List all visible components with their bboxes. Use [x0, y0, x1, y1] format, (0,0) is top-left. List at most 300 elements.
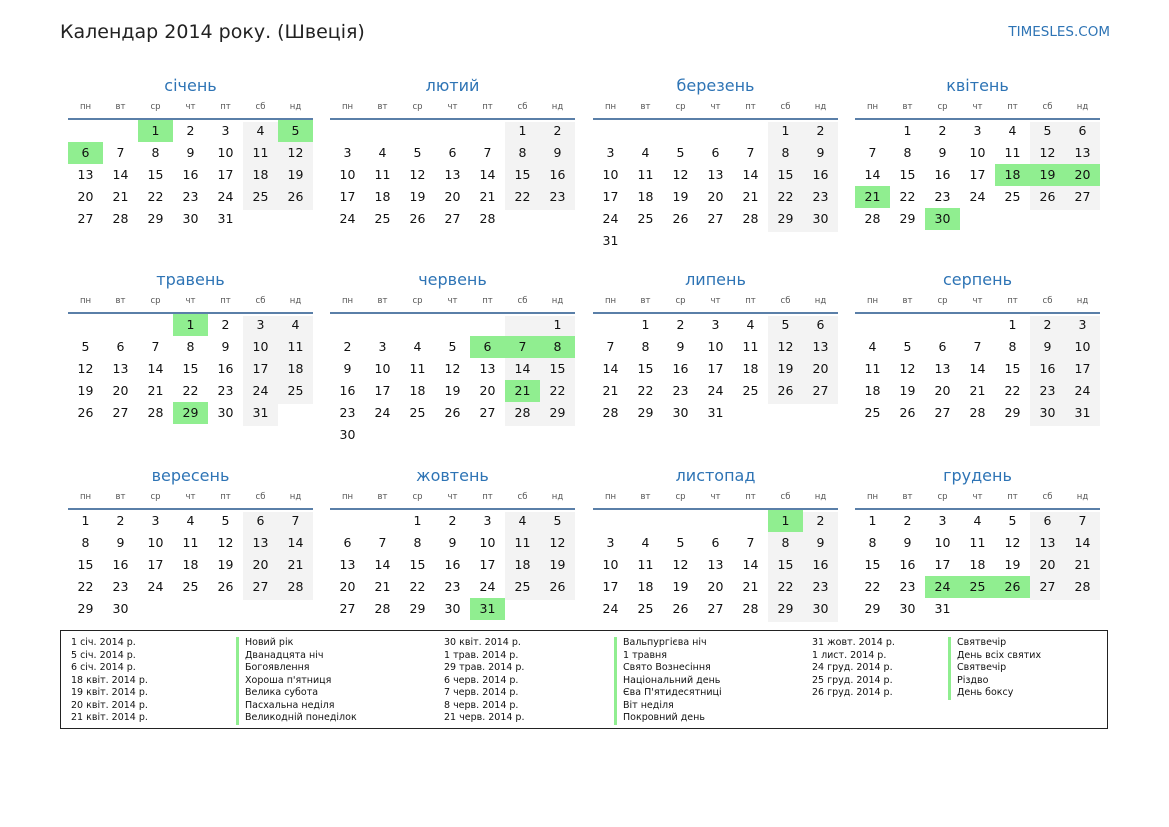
day-cell: 19: [409, 189, 426, 204]
day-cell: 29: [864, 601, 881, 616]
weekday-label: пт: [745, 102, 756, 112]
weekday-label: сб: [1042, 102, 1053, 112]
day-cell: 16: [112, 557, 129, 572]
weekday-label: пт: [220, 492, 231, 502]
day-cell: 7: [746, 535, 755, 550]
weekday-label: нд: [1076, 102, 1089, 112]
day-cell: 18: [969, 557, 986, 572]
day-cell: 26: [777, 383, 794, 398]
day-cell: 13: [812, 339, 829, 354]
weekday-label: пт: [482, 492, 493, 502]
day-cell: 1: [1008, 317, 1017, 332]
weekday-label: нд: [289, 492, 302, 502]
day-cell: 7: [291, 513, 300, 528]
month-name: грудень: [943, 466, 1012, 485]
day-cell: 3: [606, 535, 615, 550]
day-cell: 22: [549, 383, 566, 398]
legend-entry: 1 травня: [614, 650, 722, 663]
day-cell: 4: [973, 513, 982, 528]
weekday-label: вт: [902, 492, 913, 502]
day-cell: 14: [479, 167, 496, 182]
day-cell: 14: [742, 167, 759, 182]
day-cell: 28: [374, 601, 391, 616]
day-cell: 17: [602, 189, 619, 204]
day-cell: 31: [1074, 405, 1091, 420]
day-cell: 24: [147, 579, 164, 594]
day-cell: 26: [672, 601, 689, 616]
weekday-label: чт: [710, 492, 721, 502]
day-cell: 11: [514, 535, 531, 550]
day-cell: 3: [343, 145, 352, 160]
day-cell: 30: [1039, 405, 1056, 420]
day-cell: 9: [816, 535, 825, 550]
day-cell: 2: [816, 123, 825, 138]
day-cell: 27: [707, 211, 724, 226]
legend-entry: Хороша п'ятниця: [236, 675, 357, 688]
day-cell: 11: [409, 361, 426, 376]
day-cell: 1: [868, 513, 877, 528]
day-cell: 8: [81, 535, 90, 550]
day-cell: 25: [1004, 189, 1021, 204]
day-cell: 3: [151, 513, 160, 528]
day-cell: 2: [221, 317, 230, 332]
weekday-label: чт: [447, 492, 458, 502]
day-cell: 3: [606, 145, 615, 160]
day-cell: 13: [339, 557, 356, 572]
page-title: Календар 2014 року. (Швеція): [60, 21, 365, 43]
weekday-label: пн: [341, 296, 354, 306]
weekday-label: сб: [1042, 492, 1053, 502]
day-cell: 9: [186, 145, 195, 160]
day-cell: 20: [812, 361, 829, 376]
day-cell: 24: [339, 211, 356, 226]
day-cell: 4: [1008, 123, 1017, 138]
day-cell: 8: [413, 535, 422, 550]
day-cell: 17: [217, 167, 234, 182]
weekday-label: нд: [814, 492, 827, 502]
holiday-day-cell: 6: [470, 336, 505, 358]
day-cell: 4: [413, 339, 422, 354]
day-cell: 5: [676, 145, 685, 160]
day-cell: 28: [147, 405, 164, 420]
day-cell: 29: [637, 405, 654, 420]
day-cell: 15: [637, 361, 654, 376]
day-cell: 2: [343, 339, 352, 354]
day-cell: 8: [518, 145, 527, 160]
weekday-label: чт: [972, 296, 983, 306]
holiday-day-cell: 20: [1065, 164, 1100, 186]
day-cell: 14: [287, 535, 304, 550]
site-link[interactable]: TIMESLES.COM: [1008, 24, 1110, 40]
weekday-label: пт: [1007, 492, 1018, 502]
weekday-label: ср: [412, 102, 423, 112]
day-cell: 29: [409, 601, 426, 616]
weekday-label: пн: [866, 102, 879, 112]
day-cell: 31: [707, 405, 724, 420]
day-cell: 18: [252, 167, 269, 182]
legend-entry: 6 черв. 2014 р.: [444, 674, 519, 686]
day-cell: 12: [777, 339, 794, 354]
day-cell: 10: [707, 339, 724, 354]
day-cell: 18: [637, 579, 654, 594]
day-cell: 4: [186, 513, 195, 528]
day-cell: 8: [903, 145, 912, 160]
day-cell: 6: [816, 317, 825, 332]
legend-entry: 30 квіт. 2014 р.: [444, 637, 521, 648]
day-cell: 9: [116, 535, 125, 550]
weekday-label: сб: [255, 102, 266, 112]
weekday-label: вт: [115, 296, 126, 306]
day-cell: 20: [1039, 557, 1056, 572]
day-cell: 29: [777, 211, 794, 226]
day-cell: 23: [444, 579, 461, 594]
day-cell: 21: [602, 383, 619, 398]
legend-entry: Великодній понеділок: [236, 712, 357, 725]
day-cell: 24: [602, 211, 619, 226]
month-name: травень: [156, 270, 225, 289]
weekday-label: вт: [377, 492, 388, 502]
day-cell: 29: [777, 601, 794, 616]
day-cell: 26: [287, 189, 304, 204]
day-cell: 5: [903, 339, 912, 354]
weekday-label: ср: [412, 296, 423, 306]
weekday-label: сб: [517, 492, 528, 502]
day-cell: 22: [182, 383, 199, 398]
day-cell: 19: [549, 557, 566, 572]
day-cell: 6: [448, 145, 457, 160]
day-cell: 12: [899, 361, 916, 376]
day-cell: 4: [256, 123, 265, 138]
day-cell: 26: [409, 211, 426, 226]
day-cell: 2: [116, 513, 125, 528]
day-cell: 18: [182, 557, 199, 572]
weekday-label: нд: [551, 102, 564, 112]
day-cell: 26: [1039, 189, 1056, 204]
day-cell: 14: [374, 557, 391, 572]
day-cell: 1: [518, 123, 527, 138]
weekday-label: пт: [482, 102, 493, 112]
weekday-label: вт: [115, 492, 126, 502]
day-cell: 27: [444, 211, 461, 226]
weekday-label: вт: [902, 296, 913, 306]
day-cell: 23: [672, 383, 689, 398]
month-name: вересень: [151, 466, 230, 485]
day-cell: 10: [147, 535, 164, 550]
day-cell: 30: [339, 427, 356, 442]
day-cell: 15: [864, 557, 881, 572]
day-cell: 31: [602, 233, 619, 248]
legend-entry: 25 груд. 2014 р.: [812, 674, 893, 686]
day-cell: 5: [81, 339, 90, 354]
month-name: липень: [685, 270, 746, 289]
day-cell: 27: [339, 601, 356, 616]
weekday-label: ср: [150, 492, 161, 502]
day-cell: 20: [112, 383, 129, 398]
day-cell: 5: [1043, 123, 1052, 138]
day-cell: 23: [549, 189, 566, 204]
day-cell: 11: [742, 339, 759, 354]
day-cell: 30: [672, 405, 689, 420]
legend-entry: 20 квіт. 2014 р.: [71, 699, 148, 711]
day-cell: 6: [1078, 123, 1087, 138]
weekday-label: вт: [640, 492, 651, 502]
day-cell: 29: [147, 211, 164, 226]
day-cell: 24: [374, 405, 391, 420]
day-cell: 12: [672, 167, 689, 182]
day-cell: 1: [553, 317, 562, 332]
day-cell: 10: [339, 167, 356, 182]
weekday-label: сб: [255, 296, 266, 306]
day-cell: 23: [934, 189, 951, 204]
day-cell: 4: [291, 317, 300, 332]
weekday-label: ср: [937, 296, 948, 306]
day-cell: 30: [217, 405, 234, 420]
day-cell: 5: [413, 145, 422, 160]
day-cell: 25: [182, 579, 199, 594]
day-cell: 16: [899, 557, 916, 572]
weekday-label: пт: [745, 296, 756, 306]
day-cell: 11: [287, 339, 304, 354]
day-cell: 18: [374, 189, 391, 204]
day-cell: 10: [602, 557, 619, 572]
day-cell: 19: [287, 167, 304, 182]
legend-entry: Богоявлення: [236, 662, 357, 675]
day-cell: 18: [864, 383, 881, 398]
day-cell: 13: [479, 361, 496, 376]
weekday-label: ср: [675, 102, 686, 112]
day-cell: 12: [287, 145, 304, 160]
day-cell: 21: [112, 189, 129, 204]
holiday-day-cell: 25: [960, 576, 995, 598]
weekday-label: нд: [814, 102, 827, 112]
weekday-label: сб: [255, 492, 266, 502]
day-cell: 24: [479, 579, 496, 594]
day-cell: 16: [549, 167, 566, 182]
day-cell: 19: [217, 557, 234, 572]
legend-entry: День боксу: [948, 687, 1041, 700]
day-cell: 27: [112, 405, 129, 420]
holiday-day-cell: 1: [173, 314, 208, 336]
holiday-day-cell: 1: [138, 120, 173, 142]
day-cell: 2: [816, 513, 825, 528]
day-cell: 18: [637, 189, 654, 204]
weekday-label: чт: [972, 492, 983, 502]
weekday-label: ср: [675, 492, 686, 502]
day-cell: 25: [409, 405, 426, 420]
day-cell: 6: [256, 513, 265, 528]
day-cell: 21: [374, 579, 391, 594]
day-cell: 23: [812, 189, 829, 204]
day-cell: 20: [707, 189, 724, 204]
day-cell: 28: [742, 211, 759, 226]
day-cell: 12: [1039, 145, 1056, 160]
day-cell: 31: [252, 405, 269, 420]
day-cell: 10: [934, 535, 951, 550]
day-cell: 27: [934, 405, 951, 420]
weekend-band-gap: [278, 404, 313, 426]
day-cell: 21: [147, 383, 164, 398]
legend-entry: 31 жовт. 2014 р.: [812, 637, 895, 648]
month-name: червень: [418, 270, 487, 289]
day-cell: 20: [479, 383, 496, 398]
weekday-label: нд: [551, 492, 564, 502]
day-cell: 31: [934, 601, 951, 616]
weekday-label: ср: [412, 492, 423, 502]
day-cell: 6: [343, 535, 352, 550]
day-cell: 9: [676, 339, 685, 354]
day-cell: 12: [444, 361, 461, 376]
day-cell: 22: [864, 579, 881, 594]
day-cell: 11: [1004, 145, 1021, 160]
legend-entry: Святвечір: [948, 662, 1041, 675]
day-cell: 6: [938, 339, 947, 354]
weekday-label: сб: [780, 296, 791, 306]
legend-entry: 8 черв. 2014 р.: [444, 699, 519, 711]
day-cell: 9: [553, 145, 562, 160]
day-cell: 22: [899, 189, 916, 204]
day-cell: 20: [252, 557, 269, 572]
day-cell: 12: [409, 167, 426, 182]
day-cell: 16: [217, 361, 234, 376]
legend-entry: 1 січ. 2014 р.: [71, 637, 136, 648]
day-cell: 30: [444, 601, 461, 616]
weekday-label: ср: [675, 296, 686, 306]
day-cell: 30: [182, 211, 199, 226]
day-cell: 28: [742, 601, 759, 616]
day-cell: 23: [339, 405, 356, 420]
day-cell: 4: [641, 145, 650, 160]
legend-entry: Велика субота: [236, 687, 357, 700]
weekday-label: ср: [937, 492, 948, 502]
day-cell: 7: [1078, 513, 1087, 528]
day-cell: 5: [781, 317, 790, 332]
day-cell: 9: [903, 535, 912, 550]
legend-entry: Різдво: [948, 675, 1041, 688]
day-cell: 15: [777, 557, 794, 572]
day-cell: 29: [549, 405, 566, 420]
weekday-label: пн: [79, 296, 92, 306]
day-cell: 23: [812, 579, 829, 594]
legend-entry: 1 трав. 2014 р.: [444, 649, 519, 661]
day-cell: 22: [1004, 383, 1021, 398]
weekday-label: пн: [866, 296, 879, 306]
weekday-label: нд: [1076, 492, 1089, 502]
day-cell: 15: [182, 361, 199, 376]
weekday-label: ср: [937, 102, 948, 112]
day-cell: 17: [147, 557, 164, 572]
day-cell: 28: [602, 405, 619, 420]
weekday-label: пн: [341, 492, 354, 502]
weekday-label: пт: [482, 296, 493, 306]
day-cell: 8: [781, 145, 790, 160]
weekday-label: вт: [640, 296, 651, 306]
day-cell: 12: [549, 535, 566, 550]
legend-entry: Новий рік: [236, 637, 357, 650]
day-cell: 1: [81, 513, 90, 528]
day-cell: 20: [444, 189, 461, 204]
weekday-label: ср: [150, 296, 161, 306]
day-cell: 6: [711, 535, 720, 550]
holiday-day-cell: 31: [470, 598, 505, 620]
day-cell: 25: [742, 383, 759, 398]
day-cell: 8: [868, 535, 877, 550]
legend-entry: Дванадцята ніч: [236, 650, 357, 663]
weekday-label: вт: [115, 102, 126, 112]
day-cell: 25: [374, 211, 391, 226]
day-cell: 13: [112, 361, 129, 376]
day-cell: 27: [812, 383, 829, 398]
day-cell: 10: [1074, 339, 1091, 354]
day-cell: 26: [672, 211, 689, 226]
day-cell: 19: [77, 383, 94, 398]
weekday-label: вт: [377, 102, 388, 112]
month-name: лютий: [425, 76, 480, 95]
legend-entry: 24 груд. 2014 р.: [812, 662, 893, 673]
month-name: серпень: [943, 270, 1012, 289]
weekday-label: пн: [79, 102, 92, 112]
month-name: жовтень: [416, 466, 489, 485]
day-cell: 17: [934, 557, 951, 572]
day-cell: 4: [746, 317, 755, 332]
day-cell: 11: [374, 167, 391, 182]
weekday-label: сб: [1042, 296, 1053, 306]
day-cell: 12: [77, 361, 94, 376]
legend-entry: Віт неділя: [614, 700, 722, 713]
day-cell: 3: [711, 317, 720, 332]
legend-entry: 19 квіт. 2014 р.: [71, 687, 148, 698]
day-cell: 17: [707, 361, 724, 376]
legend-entry: 18 квіт. 2014 р.: [71, 674, 148, 686]
day-cell: 7: [606, 339, 615, 354]
weekday-label: пт: [1007, 296, 1018, 306]
day-cell: 25: [514, 579, 531, 594]
day-cell: 14: [969, 361, 986, 376]
day-cell: 2: [186, 123, 195, 138]
day-cell: 18: [409, 383, 426, 398]
holiday-day-cell: 18: [995, 164, 1030, 186]
day-cell: 24: [1074, 383, 1091, 398]
day-cell: 16: [672, 361, 689, 376]
day-cell: 27: [77, 211, 94, 226]
day-cell: 15: [549, 361, 566, 376]
day-cell: 2: [1043, 317, 1052, 332]
weekday-label: нд: [1076, 296, 1089, 306]
day-cell: 3: [938, 513, 947, 528]
holiday-day-cell: 19: [1030, 164, 1065, 186]
day-cell: 28: [969, 405, 986, 420]
holiday-day-cell: 26: [995, 576, 1030, 598]
weekday-label: пт: [220, 102, 231, 112]
day-cell: 2: [903, 513, 912, 528]
day-cell: 20: [707, 579, 724, 594]
holiday-day-cell: 7: [505, 336, 540, 358]
day-cell: 28: [287, 579, 304, 594]
day-cell: 28: [1074, 579, 1091, 594]
legend-entry: Пасхальна неділя: [236, 700, 357, 713]
day-cell: 23: [112, 579, 129, 594]
day-cell: 14: [602, 361, 619, 376]
holiday-legend: [60, 630, 1108, 729]
day-cell: 12: [1004, 535, 1021, 550]
weekday-label: вт: [377, 296, 388, 306]
day-cell: 22: [777, 579, 794, 594]
day-cell: 22: [637, 383, 654, 398]
legend-entry: 21 черв. 2014 р.: [444, 712, 525, 723]
day-cell: 13: [252, 535, 269, 550]
legend-entry: Єва П'ятидесятниці: [614, 687, 722, 700]
day-cell: 10: [479, 535, 496, 550]
day-cell: 27: [1039, 579, 1056, 594]
